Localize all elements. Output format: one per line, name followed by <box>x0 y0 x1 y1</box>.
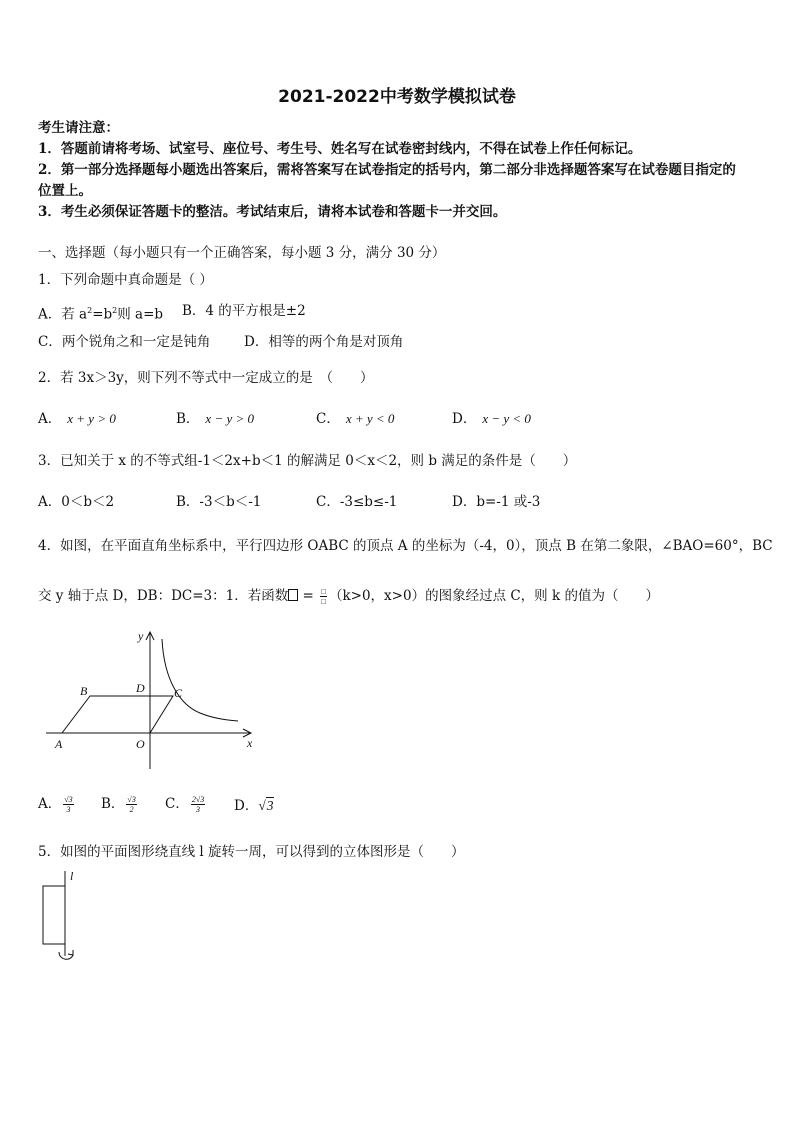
q3-option-c: C．-3≤b≤-1 <box>316 494 398 510</box>
q4-stem-line-2: 交 y 轴于点 D，DB：DC=3：1．若函数 = $\frac{□}{□}$ （k>0，x>0）的图象经过点 C，则 k 的值为（ ） <box>38 587 659 606</box>
hyperbola-curve <box>162 639 238 721</box>
q1-option-a: A．若 $a^2=b^2$则 a=b <box>38 306 164 323</box>
q4-option-a: A． $\frac{√3}{3}$ <box>38 795 73 814</box>
q2-option-d: D． x − y < 0 <box>452 411 531 427</box>
notice-line-4: 3．考生必须保证答题卡的整洁。考试结束后，请将本试卷和答题卡一并交回。 <box>38 204 507 220</box>
page-title: 2021-2022中考数学模拟试卷 <box>278 87 516 107</box>
notice-line-1: 1．答题前请将考场、试室号、座位号、考生号、姓名写在试卷密封线内，不得在试卷上作任何标记。 <box>38 141 642 157</box>
q4-function-fraction: $\frac{□}{□}$ <box>321 587 326 606</box>
q1-option-d: D．相等的两个角是对顶角 <box>244 334 404 350</box>
q3-option-b: B．-3＜b＜-1 <box>176 494 262 510</box>
q4-stem-line-1: 4．如图，在平面直角坐标系中，平行四边形 OABC 的顶点 A 的坐标为（-4，0），顶点 B 在第二象限，∠BAO=60°，BC <box>38 538 773 554</box>
label-o: O <box>136 737 145 751</box>
label-a: A <box>55 737 63 751</box>
section-heading: 一、选择题（每小题只有一个正确答案，每小题 3 分，满分 30 分） <box>38 245 446 261</box>
q3-option-d: D．b=-1 或-3 <box>452 494 541 510</box>
q1-option-b: B．4 的平方根是±2 <box>182 303 306 319</box>
label-y: y <box>138 629 144 643</box>
label-l: l <box>70 869 74 883</box>
q4-option-c: C． $\frac{2√3}{3}$ <box>165 795 205 814</box>
q2-option-b: B． x − y > 0 <box>176 411 255 427</box>
parallelogram-oabc <box>62 696 173 733</box>
rotation-arrow-icon <box>59 952 73 959</box>
label-d: D <box>136 681 145 695</box>
q5-stem: 5．如图的平面图形绕直线 l 旋转一周，可以得到的立体图形是（ ） <box>38 844 465 860</box>
q4-option-d: D．√3 <box>234 798 274 814</box>
label-x: x <box>247 736 253 750</box>
label-b: B <box>80 684 88 698</box>
q4-option-b: B． $\frac{√3}{2}$ <box>101 795 136 814</box>
missing-symbol-icon <box>288 589 298 601</box>
q1-stem: 1．下列命题中真命题是（ ） <box>38 272 213 288</box>
rotation-arrowhead-icon <box>68 950 73 955</box>
notice-heading: 考生请注意： <box>38 120 119 136</box>
q3-option-a: A．0＜b＜2 <box>38 494 115 510</box>
label-c: C <box>174 686 183 700</box>
q2-option-c: C． x + y < 0 <box>316 411 395 427</box>
q4-coordinate-figure <box>40 625 270 775</box>
q1-option-c: C．两个锐角之和一定是钝角 <box>38 334 211 350</box>
notice-line-3: 位置上。 <box>38 183 92 199</box>
q3-stem: 3．已知关于 x 的不等式组-1＜2x+b＜1 的解满足 0＜x＜2，则 b 满足的条件是（ ） <box>38 453 577 469</box>
notice-line-2: 2．第一部分选择题每小题选出答案后，需将答案写在试卷指定的括号内，第二部分非选择题答案写在试卷题目指定的 <box>38 162 736 178</box>
rectangle-shape <box>43 886 65 944</box>
q2-stem: 2．若 3x＞3y，则下列不等式中一定成立的是 （ ） <box>38 370 374 386</box>
q5-rotation-figure <box>36 868 86 968</box>
q2-option-a: A． x + y > 0 <box>38 411 116 427</box>
